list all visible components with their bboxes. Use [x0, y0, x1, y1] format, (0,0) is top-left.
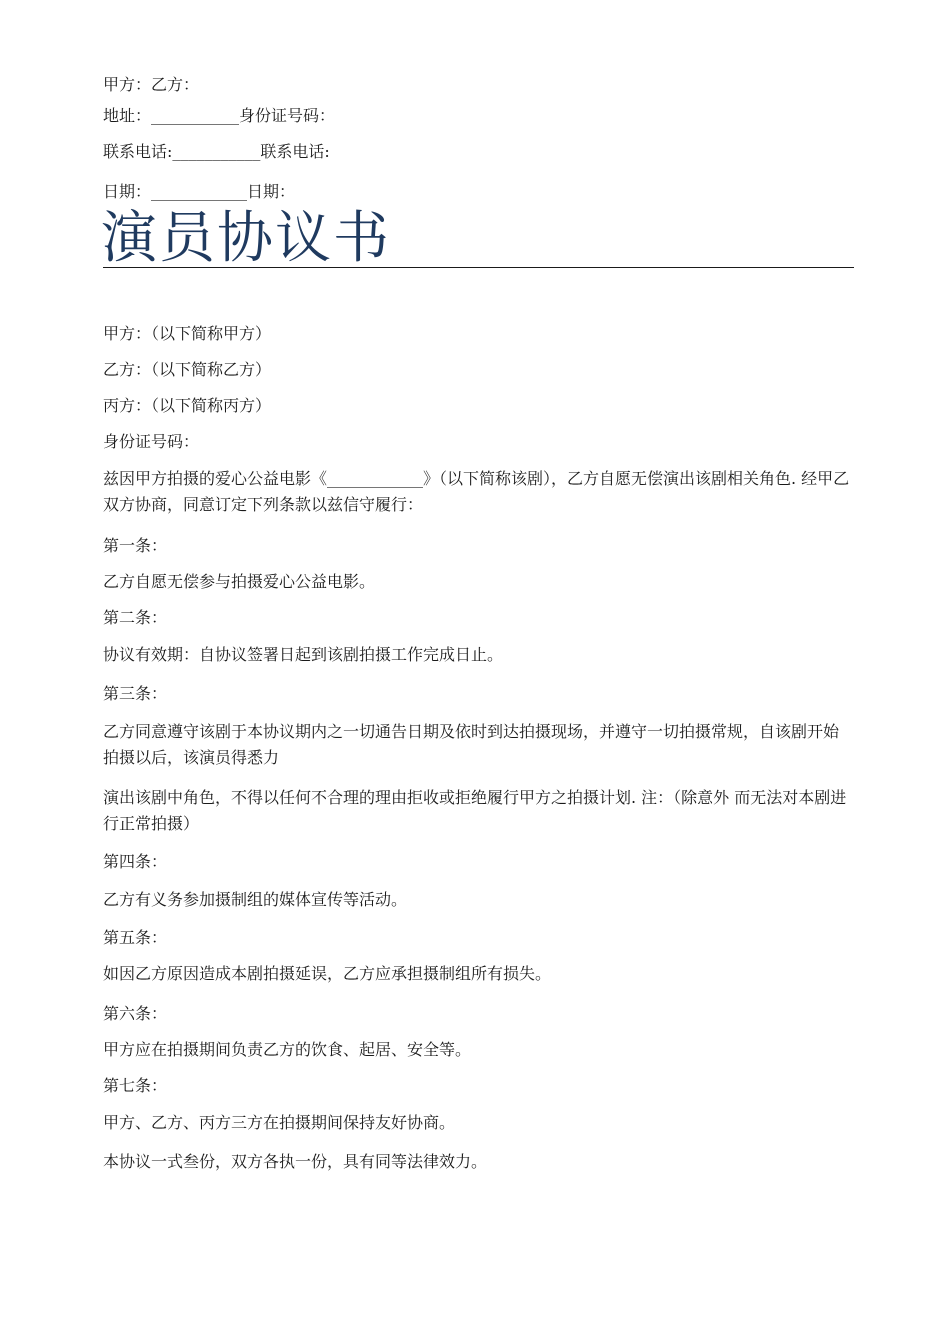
article-5-heading: 第五条： [103, 928, 168, 947]
title-underline [103, 267, 854, 268]
party-b-line: 乙方：（以下简称乙方） [103, 360, 272, 379]
article-7-heading: 第七条： [103, 1076, 168, 1095]
article-1-heading: 第一条： [103, 536, 168, 555]
document-title: 演员协议书 [101, 206, 391, 271]
article-1-body: 乙方自愿无偿参与拍摄爱心公益电影。 [103, 572, 376, 591]
article-4-body: 乙方有义务参加摄制组的媒体宣传等活动。 [103, 890, 408, 909]
article-3-body: 乙方同意遵守该剧于本协议期内之一切通告日期及依时到达拍摄现场，并遵守一切拍摄常规，自该剧开始拍摄以后，该演员得悉力 [103, 722, 840, 767]
article-7-body: 甲方、乙方、丙方三方在拍摄期间保持友好协商。 [103, 1113, 456, 1132]
article-2-body: 协议有效期：自协议签署日起到该剧拍摄工作完成日止。 [103, 645, 504, 664]
closing-statement: 本协议一式叁份，双方各执一份，具有同等法律效力。 [103, 1152, 488, 1171]
header-parties-line: 甲方：乙方： [103, 75, 200, 94]
header-address-line: 地址：___________身份证号码： [103, 106, 336, 125]
id-number-line: 身份证号码： [103, 432, 200, 451]
article-5-body: 如因乙方原因造成本剧拍摄延误，乙方应承担摄制组所有损失。 [103, 964, 552, 983]
article-2-heading: 第二条： [103, 608, 168, 627]
article-3-heading: 第三条： [103, 684, 168, 703]
article-6-body: 甲方应在拍摄期间负责乙方的饮食、起居、安全等。 [103, 1040, 472, 1059]
party-c-line: 丙方：（以下简称丙方） [103, 396, 272, 415]
party-a-line: 甲方：（以下简称甲方） [103, 324, 272, 343]
intro-paragraph: 兹因甲方拍摄的爱心公益电影《____________》（以下简称该剧），乙方自愿无偿演出该剧相关角色. 经甲乙双方协商，同意订定下列条款以兹信守履行： [103, 469, 850, 514]
article-6-heading: 第六条： [103, 1004, 168, 1023]
article-4-heading: 第四条： [103, 852, 168, 871]
header-date-line: 日期：____________日期： [103, 182, 296, 201]
article-3-body-continued: 演出该剧中角色，不得以任何不合理的理由拒收或拒绝履行甲方之拍摄计划. 注：（除意外 而无法对本剧进行正常拍摄） [103, 788, 847, 833]
header-phone-line: 联系电话:___________联系电话: [103, 142, 330, 161]
